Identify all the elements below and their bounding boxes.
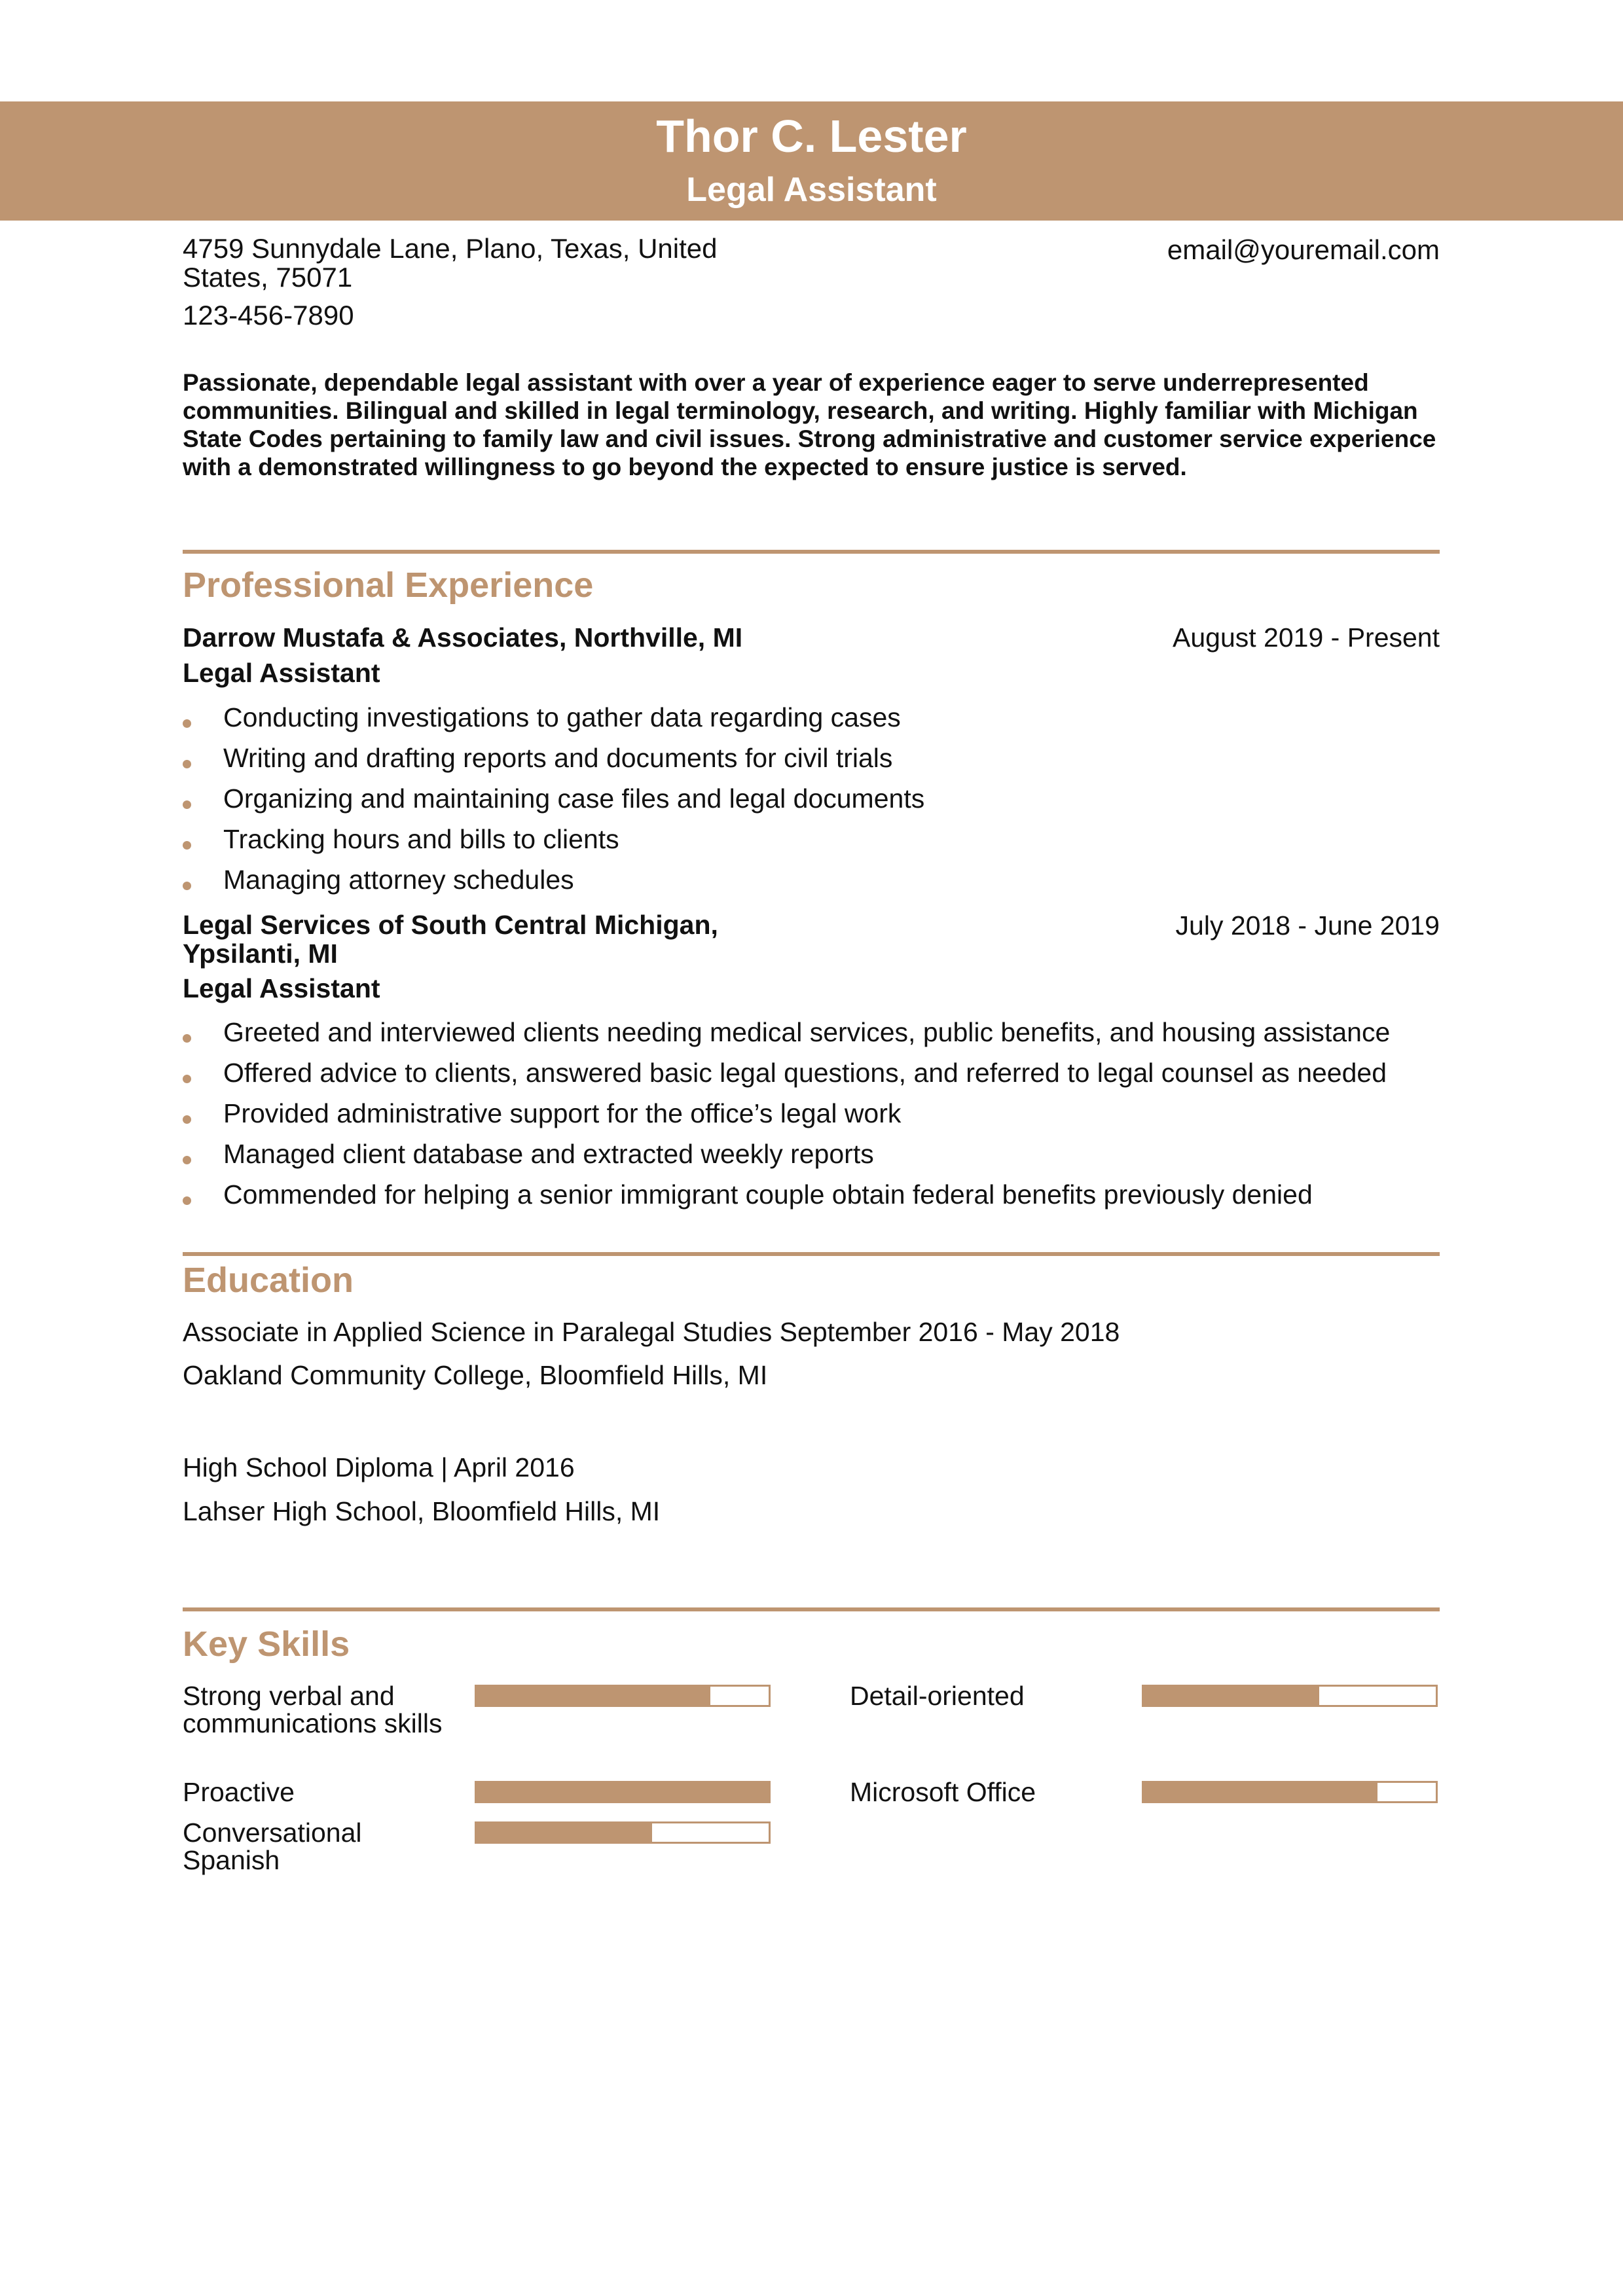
contact-address: 4759 Sunnydale Lane, Plano, Texas, United States, 75071: [183, 233, 718, 293]
contact-email[interactable]: email@youremail.com: [1167, 234, 1440, 265]
job-dates: July 2018 - June 2019: [1175, 910, 1440, 941]
candidate-name: Thor C. Lester: [656, 111, 967, 162]
education-degree: High School Diploma | April 2016: [183, 1452, 575, 1482]
skill-level-fill: [477, 1783, 769, 1801]
job-dates: August 2019 - Present: [1173, 622, 1440, 653]
skill-level-bar: [475, 1821, 771, 1844]
education-school: Oakland Community College, Bloomfield Hills, MI: [183, 1360, 768, 1390]
professional-summary: Passionate, dependable legal assistant with over a year of experience eager to serve underrepresented communities. Bilingual and skilled in legal terminology, research, and writing. Highly familiar with Michigan State Codes pertaining to family law and civil issues. Strong administrative and customer service experience with a demonstrated willingness to go beyond the expected to ensure justice is served.: [183, 369, 1436, 480]
skill-level-fill: [477, 1687, 710, 1705]
education-heading: Education: [183, 1261, 354, 1300]
skill-level-bar: [475, 1685, 771, 1707]
job-bullet-list: [183, 1012, 1440, 1215]
skill-level-fill: [1144, 1687, 1319, 1705]
bullet-icon: [183, 800, 191, 809]
skill-level-bar: [1142, 1685, 1438, 1707]
bullet-icon: [183, 1115, 191, 1124]
job-role: Legal Assistant: [183, 973, 380, 1003]
bullet-icon: [183, 719, 191, 728]
list-item: Organizing and maintaining case files and legal documents: [183, 778, 1440, 819]
education-degree: Associate in Applied Science in Paralegal Studies September 2016 - May 2018: [183, 1317, 1120, 1347]
candidate-title: Legal Assistant: [686, 171, 937, 209]
bullet-icon: [183, 1156, 191, 1164]
bullet-icon: [183, 760, 191, 768]
list-item: Provided administrative support for the office’s legal work: [183, 1093, 1440, 1134]
education-school: Lahser High School, Bloomfield Hills, MI: [183, 1496, 661, 1526]
job-bullet-list: [183, 697, 1440, 900]
list-item: Managing attorney schedules: [183, 859, 1440, 900]
bullet-icon: [183, 882, 191, 890]
list-item: Greeted and interviewed clients needing medical services, public benefits, and housing assistance: [183, 1012, 1440, 1052]
section-divider: [183, 1607, 1440, 1611]
section-divider: [183, 1252, 1440, 1256]
bullet-icon: [183, 841, 191, 850]
skill-label: Proactive: [183, 1777, 295, 1807]
skill-label: Microsoft Office: [850, 1777, 1036, 1807]
list-item: Conducting investigations to gather data regarding cases: [183, 697, 1440, 738]
bullet-icon: [183, 1196, 191, 1205]
skill-label: Detail-oriented: [850, 1681, 1025, 1711]
skill-label: Conversational Spanish: [183, 1818, 362, 1875]
header-band: [0, 101, 1623, 221]
section-divider: [183, 550, 1440, 554]
skill-level-fill: [1144, 1783, 1377, 1801]
job-company: Darrow Mustafa & Associates, Northville, MI: [183, 622, 743, 653]
skill-level-bar: [475, 1781, 771, 1803]
skill-level-fill: [477, 1823, 652, 1842]
experience-heading: Professional Experience: [183, 565, 594, 605]
contact-phone: 123-456-7890: [183, 300, 354, 331]
list-item: Tracking hours and bills to clients: [183, 819, 1440, 859]
bullet-icon: [183, 1075, 191, 1083]
bullet-icon: [183, 1034, 191, 1043]
skill-label: Strong verbal and communications skills: [183, 1681, 443, 1738]
list-item: Writing and drafting reports and documents for civil trials: [183, 738, 1440, 778]
list-item: Offered advice to clients, answered basic legal questions, and referred to legal counsel as needed: [183, 1052, 1440, 1093]
job-role: Legal Assistant: [183, 658, 380, 688]
skill-level-bar: [1142, 1781, 1438, 1803]
skills-heading: Key Skills: [183, 1624, 350, 1664]
job-company: Legal Services of South Central Michigan, Ypsilanti, MI: [183, 910, 718, 969]
list-item: Managed client database and extracted weekly reports: [183, 1134, 1440, 1174]
list-item: Commended for helping a senior immigrant couple obtain federal benefits previously denied: [183, 1174, 1440, 1215]
